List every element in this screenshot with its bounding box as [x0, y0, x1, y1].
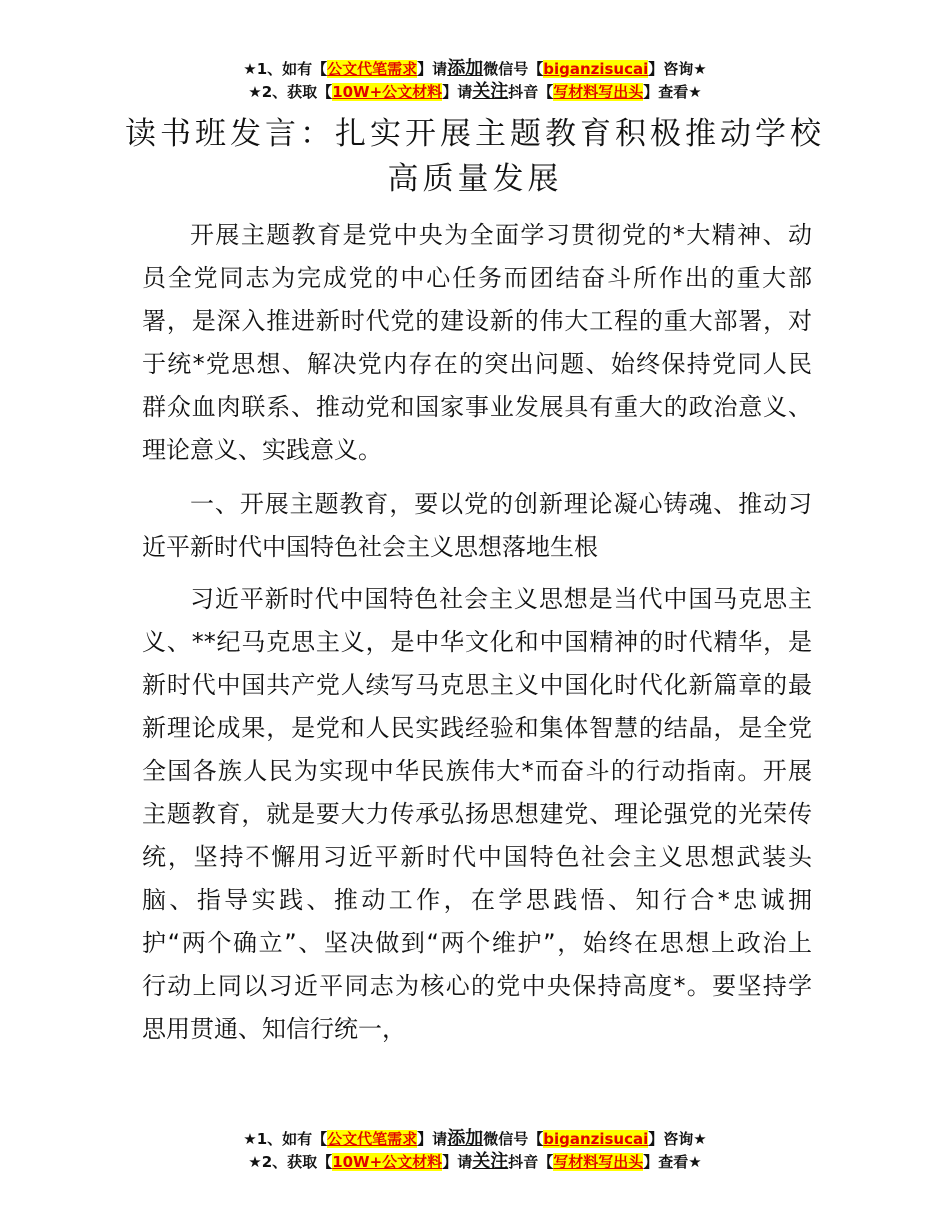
paragraph-line: 理论意义、实践意义。 [142, 436, 382, 464]
ad-line-2 [0, 1151, 950, 1173]
paragraph-line: 全国各族人民为实现中华民族伟大*而奋斗的行动指南。开展 [142, 757, 812, 785]
paragraph-line: 主题教育，就是要大力传承弘扬思想建党、理论强党的光荣传 [142, 800, 812, 828]
title-line: 高质量发展 [387, 161, 563, 197]
paragraph-line: 开展主题教育是党中央为全面学习贯彻党的*大精神、动 [190, 221, 812, 249]
ad-text: ★1、如有【 [243, 1130, 328, 1148]
ad-emphasis: 添加 [447, 58, 484, 79]
paragraph-line: 新理论成果，是党和人民实践经验和集体智慧的结晶，是全党 [142, 714, 812, 742]
ad-highlight: 写材料写出头 [553, 83, 644, 101]
ad-line-1 [0, 1128, 950, 1150]
ad-text: 抖音【 [508, 1153, 554, 1171]
paragraph-line: 思用贯通、知信行统一， [142, 1015, 406, 1043]
paragraph-line: 新时代中国共产党人续写马克思主义中国化时代化新篇章的最 [142, 671, 812, 699]
ad-emphasis: 关注 [472, 81, 509, 102]
ad-text: 】查看★ [643, 83, 702, 101]
ad-text: 】咨询★ [648, 1130, 707, 1148]
paragraph-line: 于统*党思想、解决党内存在的突出问题、始终保持党同人民 [142, 350, 812, 378]
paragraph-line: 署，是深入推进新时代党的建设新的伟大工程的重大部署，对 [142, 307, 812, 335]
ad-highlight: 公文代笔需求 [327, 1130, 418, 1148]
paragraph-line: 护“两个确立”、坚决做到“两个维护”，始终在思想上政治上 [142, 929, 812, 957]
ad-text: ★2、获取【 [248, 1153, 333, 1171]
title-line: 读书班发言：扎实开展主题教育积极推动学校 [125, 116, 825, 152]
paragraph-line: 脑、指导实践、推动工作，在学思践悟、知行合*忠诚拥 [142, 886, 812, 914]
paragraph-line: 行动上同以习近平同志为核心的党中央保持高度*。要坚持学 [142, 972, 812, 1000]
paragraph-line: 近平新时代中国特色社会主义思想落地生根 [142, 533, 598, 561]
ad-highlight: 10W+公文材料 [332, 1153, 443, 1171]
paragraph-line: 习近平新时代中国特色社会主义思想是当代中国马克思主 [190, 585, 812, 613]
paragraph-line: 员全党同志为完成党的中心任务而团结奋斗所作出的重大部 [142, 264, 812, 292]
paragraph-line: 义、**纪马克思主义，是中华文化和中国精神的时代精华，是 [142, 628, 812, 656]
ad-line-1 [0, 58, 950, 80]
ad-emphasis: 关注 [472, 1151, 509, 1172]
paragraph [142, 214, 822, 472]
document-title [0, 112, 950, 202]
ad-text: 】请 [417, 60, 448, 78]
paragraph [142, 483, 822, 569]
paragraph [142, 578, 822, 1051]
ad-highlight: 10W+公文材料 [332, 83, 443, 101]
ad-highlight: 写材料写出头 [553, 1153, 644, 1171]
ad-text: 抖音【 [508, 83, 554, 101]
ad-text: ★2、获取【 [248, 83, 333, 101]
ad-highlight: biganzisucai [543, 1130, 649, 1148]
ad-highlight: 公文代笔需求 [327, 60, 418, 78]
paragraph-line: 一、开展主题教育，要以党的创新理论凝心铸魂、推动习 [190, 490, 812, 518]
ad-text: 】查看★ [643, 1153, 702, 1171]
paragraph-line: 统，坚持不懈用习近平新时代中国特色社会主义思想武装头 [142, 843, 812, 871]
ad-text: ★1、如有【 [243, 60, 328, 78]
ad-text: 微信号【 [483, 60, 544, 78]
ad-emphasis: 添加 [447, 1128, 484, 1149]
ad-text: 】咨询★ [648, 60, 707, 78]
ad-line-2 [0, 81, 950, 103]
ad-text: 微信号【 [483, 1130, 544, 1148]
ad-text: 】请 [442, 1153, 473, 1171]
ad-text: 】请 [417, 1130, 448, 1148]
paragraph-line: 群众血肉联系、推动党和国家事业发展具有重大的政治意义、 [142, 393, 812, 421]
ad-highlight: biganzisucai [543, 60, 649, 78]
ad-text: 】请 [442, 83, 473, 101]
